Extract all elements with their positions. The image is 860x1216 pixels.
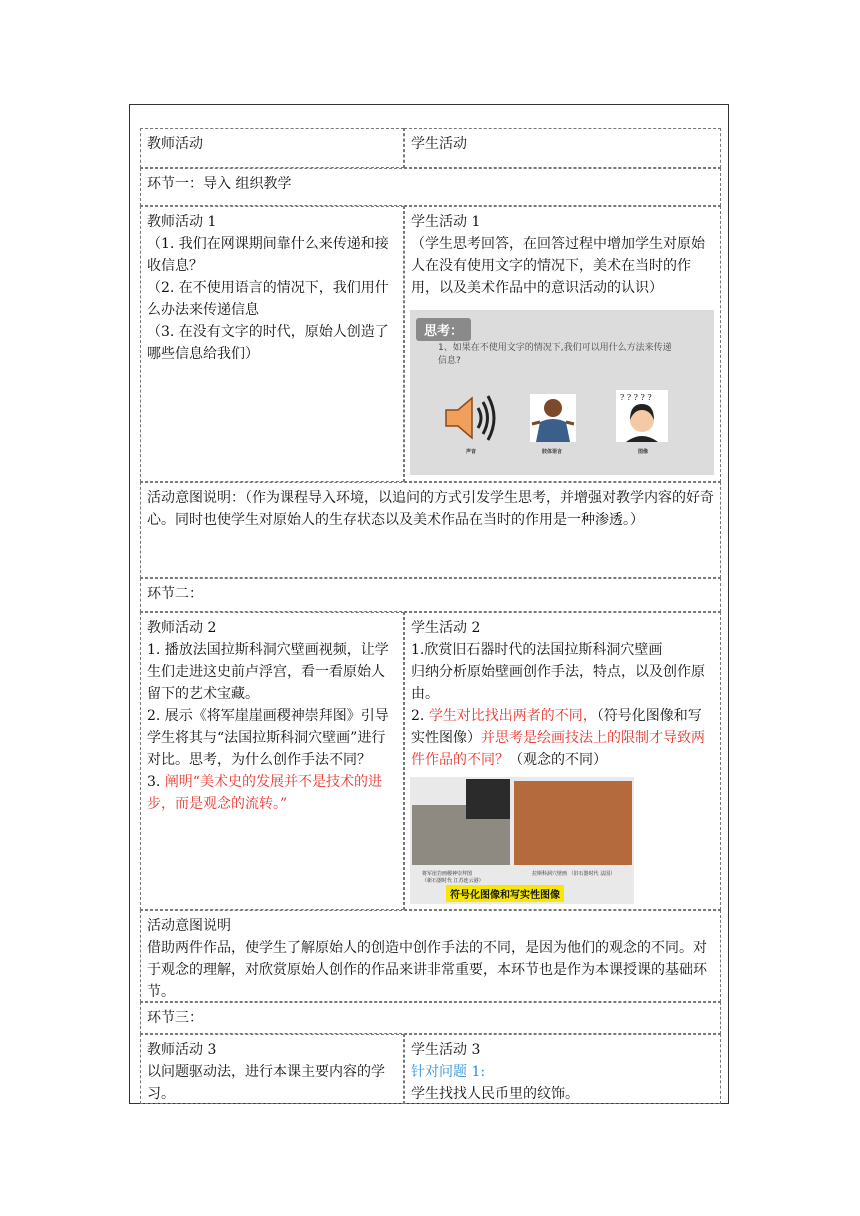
section1-teacher-heading: 教师活动 1 [147, 214, 217, 230]
section3-student-cell [404, 1034, 721, 1104]
caption-image: 图像 [638, 449, 649, 455]
cave-painting-comparison-image [410, 777, 634, 904]
section3-title [140, 1002, 721, 1034]
section2-teacher-item1: 1. 播放法国拉斯科洞穴壁画视频，让学生们走进这史前卢浮宫，看一看原始人留下的艺术宝藏。 [147, 642, 389, 702]
section3-student-heading: 学生活动 3 [411, 1042, 481, 1058]
right-caption-text: 拉斯科洞穴壁画 [532, 871, 568, 877]
section3-teacher-heading: 教师活动 3 [147, 1042, 217, 1058]
body-language-person-icon [530, 394, 576, 442]
student-item2-red1: 学生对比找出两者的不同， [428, 708, 597, 724]
rock-carving-detail [466, 779, 510, 819]
section1-teacher-cell [140, 206, 404, 482]
section3-teacher-cell [140, 1034, 404, 1104]
right-caption-sub: （旧石器时代 法国） [568, 871, 616, 877]
caption-body-language: 肢体语言 [542, 449, 563, 455]
section2-teacher-heading: 教师活动 2 [147, 620, 217, 636]
section1-intent-text: 活动意图说明：（作为课程导入环境，以追问的方式引发学生思考，并增强对教学内容的好奇心。同时也使学生对原始人的生存状态以及美术作品在当时的作用是一种渗透。） [147, 490, 714, 528]
speaker-icon [442, 390, 498, 446]
section1-title-text: 环节一：导入 组织教学 [147, 176, 292, 192]
section2-intent-text: 借助两件作品，使学生了解原始人的创造中创作手法的不同，是因为他们的观念的不同。对于观念的理解，对欣赏原始人创作的作品来讲非常重要，本环节也是作为本课授课的基础环节。 [147, 940, 707, 1000]
section2-title-text: 环节二： [147, 586, 203, 602]
section3-title-text: 环节三： [147, 1010, 203, 1026]
section1-intent [140, 482, 721, 578]
section2-intent-title: 活动意图说明 [147, 918, 231, 934]
left-caption-text: 将军崖岩画稷神崇拜图 [422, 871, 473, 877]
section1-title [140, 168, 721, 206]
section2-student-heading: 学生活动 2 [411, 620, 481, 636]
lascaux-painting-picture [514, 781, 632, 865]
item3-number: 3. [147, 774, 165, 790]
student-item2-number: 2. [411, 708, 429, 724]
section2-title [140, 578, 721, 612]
section1-teacher-q2: （2. 在不使用语言的情况下，我们用什么办法来传递信息 [147, 280, 389, 318]
section3-student-text: 学生找找人民币里的纹饰。 [411, 1086, 579, 1102]
caption-sound: 声音 [466, 449, 477, 455]
section2-student-item2 [411, 705, 714, 771]
section2-intent [140, 910, 721, 1002]
header-teacher [140, 128, 404, 168]
item3-red-text: 阐明“美术史的发展并不是技术的进步，而是观念的流转。” [147, 774, 382, 812]
section2-teacher-item2: 2. 展示《将军崖崖画稷神崇拜图》引导学生将其与“法国拉斯科洞穴壁画”进行对比。思考，为什么创作手法不同？ [147, 708, 389, 768]
section2-student-line2: 归纳分析原始壁画创作手法，特点，以及创作原由。 [411, 664, 705, 702]
section1-student-heading: 学生活动 1 [411, 214, 481, 230]
section2-student-line1: 1.欣赏旧石器时代的法国拉斯科洞穴壁画 [411, 642, 663, 658]
section3-student-question: 针对问题 1: [411, 1064, 486, 1080]
slide-question: 1、如果在不使用文字的情况下,我们可以用什么方法来传递信息? [438, 343, 672, 366]
left-painting-caption [422, 870, 484, 884]
thinking-slide-image [410, 310, 714, 475]
student-item2-black1: （符号化图像和写实性图像） [411, 708, 702, 746]
section3-teacher-text: 以问题驱动法，进行本课主要内容的学习。 [147, 1064, 385, 1102]
left-caption-sub: （新石器时代 江苏连云港） [422, 878, 484, 884]
thinking-woman-icon [616, 390, 668, 442]
svg-text:? ? ? ? ?: ? ? ? ? ? [620, 393, 652, 402]
comparison-banner: 符号化图像和写实性图像 [446, 885, 564, 902]
slide-think-tag: 思考： [416, 318, 471, 341]
section1-student-text: （学生思考回答，在回答过程中增加学生对原始人在没有使用文字的情况下，美术在当时的作用，以及美术作品中的意识活动的认识） [411, 236, 705, 296]
student-item2-black2: （观念的不同） [509, 752, 607, 768]
section2-teacher-cell [140, 612, 404, 910]
section1-teacher-q1: （1. 我们在网课期间靠什么来传递和接收信息？ [147, 236, 389, 274]
right-painting-caption [532, 870, 615, 877]
header-student [404, 128, 721, 168]
section2-teacher-item3 [147, 771, 397, 815]
section1-teacher-q3: （3. 在没有文字的时代，原始人创造了哪些信息给我们） [147, 324, 389, 362]
header-student-label: 学生活动 [411, 136, 467, 152]
student-item2-red2: 并思考是绘画技法上的限制才导致两件作品的不同？ [411, 730, 705, 768]
header-teacher-label: 教师活动 [147, 136, 203, 152]
